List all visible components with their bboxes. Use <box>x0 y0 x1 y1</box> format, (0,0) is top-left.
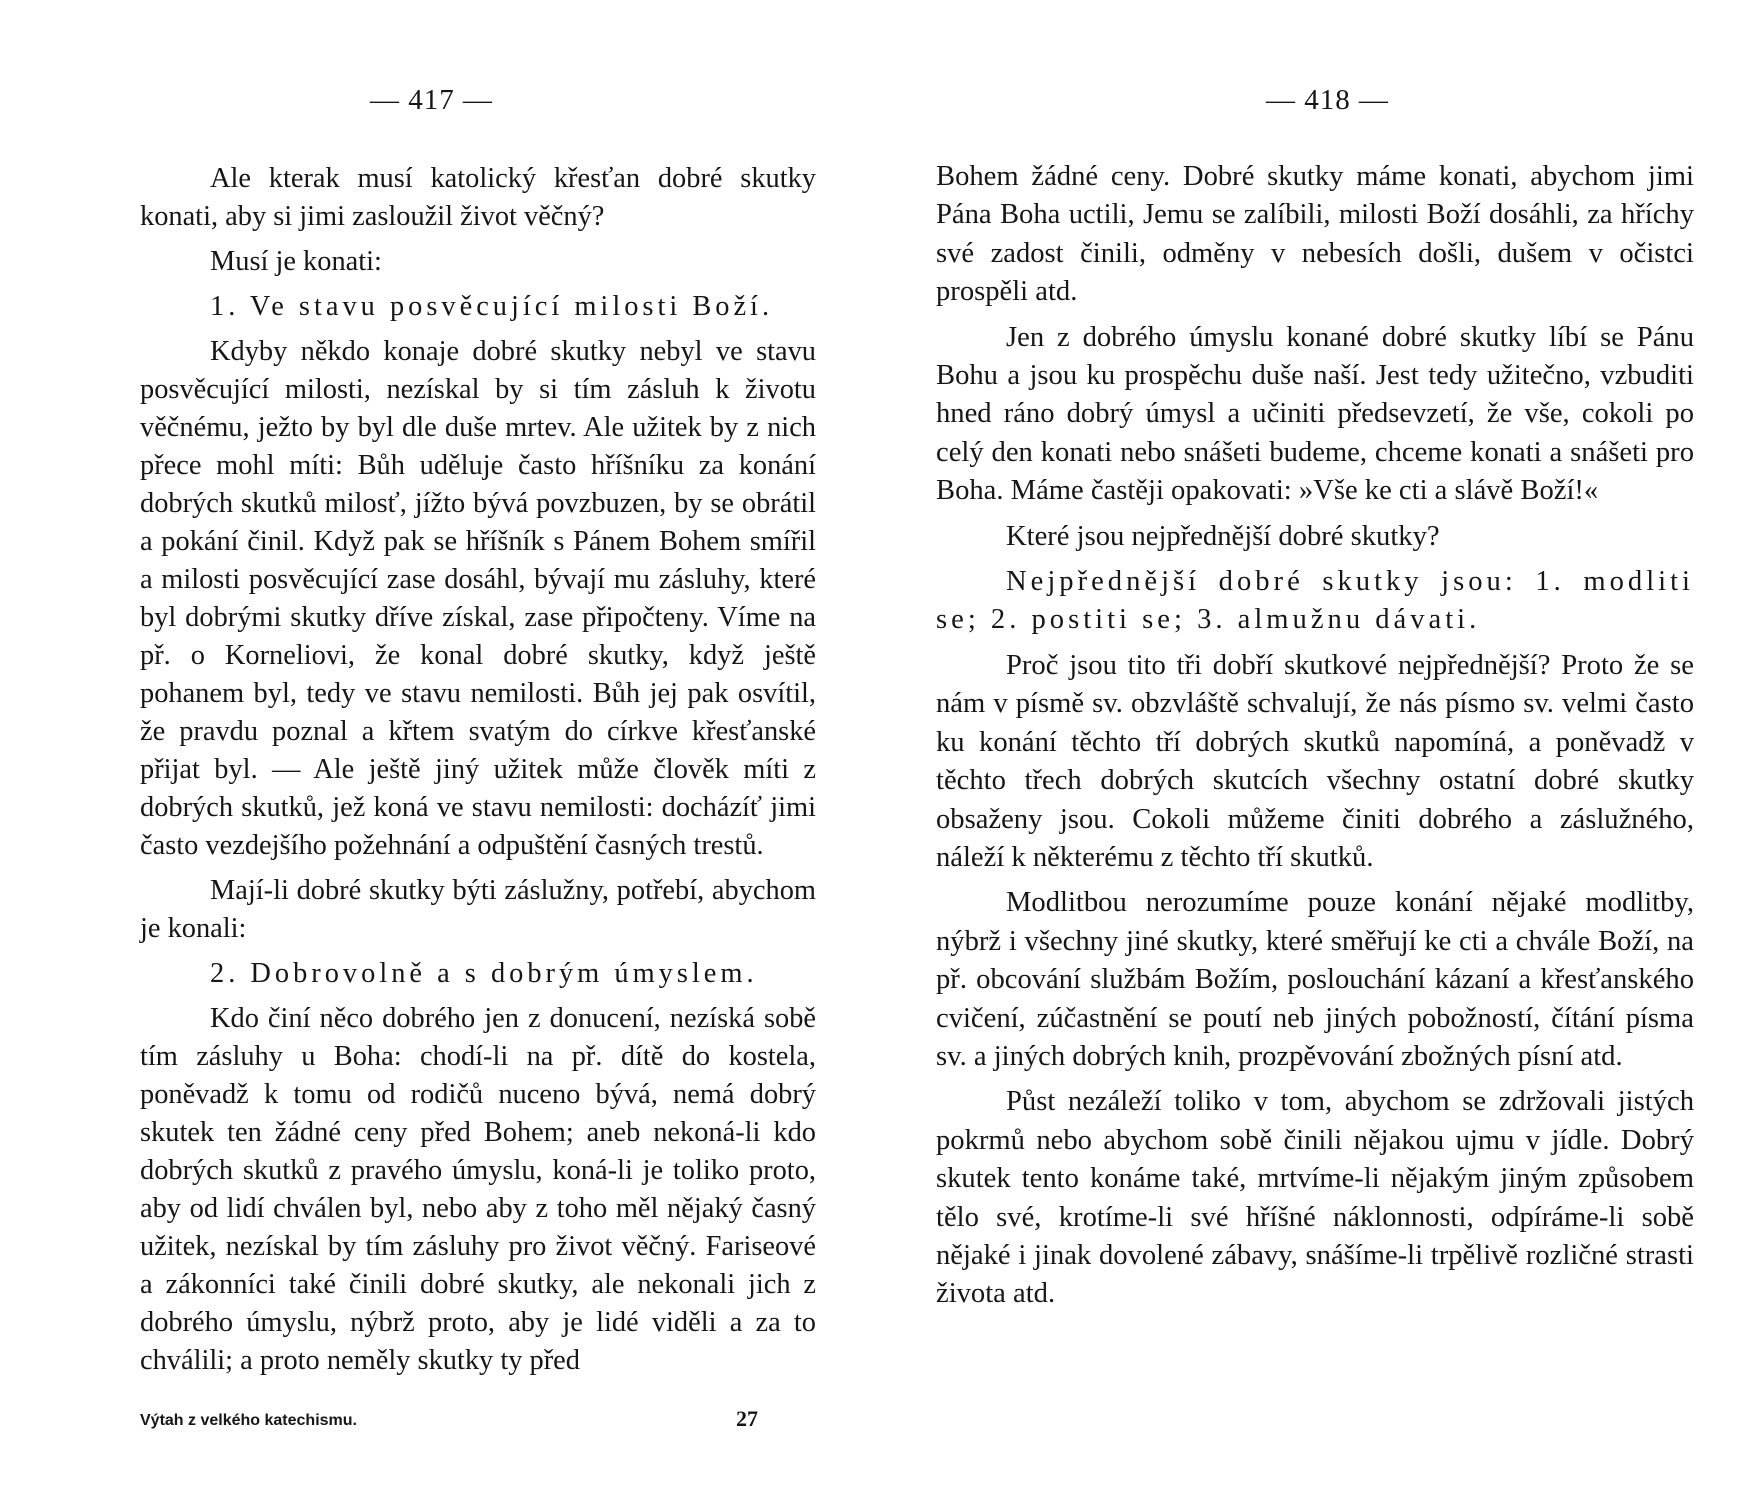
text-paragraph: Jen z dobrého úmyslu konané dobré skutky líbí se Pánu Bohu a jsou ku prospěchu duše naší. Jest tedy užitečno, vzbuditi hned ráno dobrý úmysl a učiniti předsevzetí, že vše, cokoli po celý den konati nebo snášeti budeme, chceme konati a snášeti pro Boha. Máme častěji opakovati: »Vše ke cti a slávě Boží!« <box>936 321 1694 507</box>
answer-heading: Nejpřednější dobré skutky jsou: 1. modliti se; 2. postiti se; 3. almužnu dávati. <box>936 566 1694 636</box>
text-paragraph: Proč jsou tito tři dobří skutkové nejpřednější? Proto že se nám v písmě sv. obzvláště schvalují, že nás písmo sv. velmi často ku konání těchto tří dobrých skutků napomíná, a poněvadž v těchto třech dobrých skutcích všechny ostatní dobré skutky obsaženy jsou. Cokoli můžeme činiti dobrého a záslužného, náleží k některému z těchto tří skutků. <box>936 649 1694 873</box>
text-paragraph: Kdo činí něco dobrého jen z donucení, nezíská sobě tím zásluhy u Boha: chodí-li na př. dítě do kostela, poněvadž k tomu od rodičů nuceno bývá, nemá dobrý skutek ten žádné ceny před Bohem; aneb nekoná-li kdo dobrých skutků z pravého úmyslu, koná-li je toliko proto, aby od lidí chválen byl, nebo aby z toho měl nějaký časný užitek, nezískal by tím zásluhy pro život věčný. Fariseové a zákonníci také činili dobré skutky, ale nekonali jich z dobrého úmyslu, nýbrž proto, aby je lidé viděli a za to chválili; a proto neměly skutky ty před <box>140 1003 816 1376</box>
footer-source: Výtah z velkého katechismu. <box>140 1412 357 1429</box>
section-heading: 1. Ve stavu posvěcující milosti Boží. <box>210 291 774 322</box>
question-paragraph: Ale kterak musí katolický křesťan dobré skutky konati, aby si jimi zasloužil život věčný? <box>140 163 816 232</box>
page-number-418: — 418 — <box>1266 84 1389 116</box>
text-paragraph: Modlitbou nerozumíme pouze konání nějaké modlitby, nýbrž i všechny jiné skutky, které směřují ke cti a chvále Boží, na př. obcování službám Božím, poslouchání kázaní a křesťanského cvičení, zúčastnění se poutí neb jiných pobožností, čítání písma sv. a jiných dobrých knih, prozpěvování zbožných písní atd. <box>936 887 1694 1072</box>
text-paragraph: Půst nezáleží toliko v tom, abychom se zdržovali jistých pokrmů nebo abychom sobě činili nějakou ujmu v jídle. Dobrý skutek tento konáme také, mrtvíme-li nějakým jiným způsobem tělo své, krotíme-li své hříšné náklonnosti, odpíráme-li sobě nějaké i jinak dovolené zábavy, snášíme-li trpělivě rozličné strasti života atd. <box>936 1086 1694 1310</box>
page-number-417: — 417 — <box>370 84 493 116</box>
text-paragraph: Musí je konati: <box>210 246 382 277</box>
text-paragraph: Mají-li dobré skutky býti záslužny, potřebí, abychom je konali: <box>140 875 816 944</box>
left-page-text <box>140 160 816 1387</box>
signature-mark: 27 <box>736 1406 758 1431</box>
right-page-text <box>936 158 1694 1321</box>
text-paragraph: Bohem žádné ceny. Dobré skutky máme konati, abychom jimi Pána Boha uctili, Jemu se zalíbili, milosti Boží dosáhli, za hříchy své zadost činili, odměny v nebesích došli, dušem v očistci prospěli atd. <box>936 161 1694 308</box>
question-paragraph: Které jsou nejpřednější dobré skutky? <box>1006 520 1440 552</box>
text-paragraph: Kdyby někdo konaje dobré skutky nebyl ve stavu posvěcující milosti, nezískal by si tím zásluh k životu věčnému, ježto by byl dle duše mrtev. Ale užitek by z nich přece mohl míti: Bůh uděluje často hříšníku za konání dobrých skutků milosť, jížto bývá povzbuzen, by se obrátil a pokání činil. Když pak se hříšník s Pánem Bohem smířil a milosti posvěcující zase dosáhl, bývají mu zásluhy, které byl dobrými skutky dříve získal, zase připočteny. Víme na př. o Korneliovi, že konal dobré skutky, když ještě pohanem byl, tedy ve stavu nemilosti. Bůh jej pak osvítil, že pravdu poznal a křtem svatým do církve křesťanské přijat byl. — Ale ještě jiný užitek může člověk míti z dobrých skutků, jež koná ve stavu nemilosti: docházíť jimi často vezdejšího požehnání a odpuštění časných trestů. <box>140 336 816 861</box>
section-heading: 2. Dobrovolně a s dobrým úmyslem. <box>210 958 758 989</box>
